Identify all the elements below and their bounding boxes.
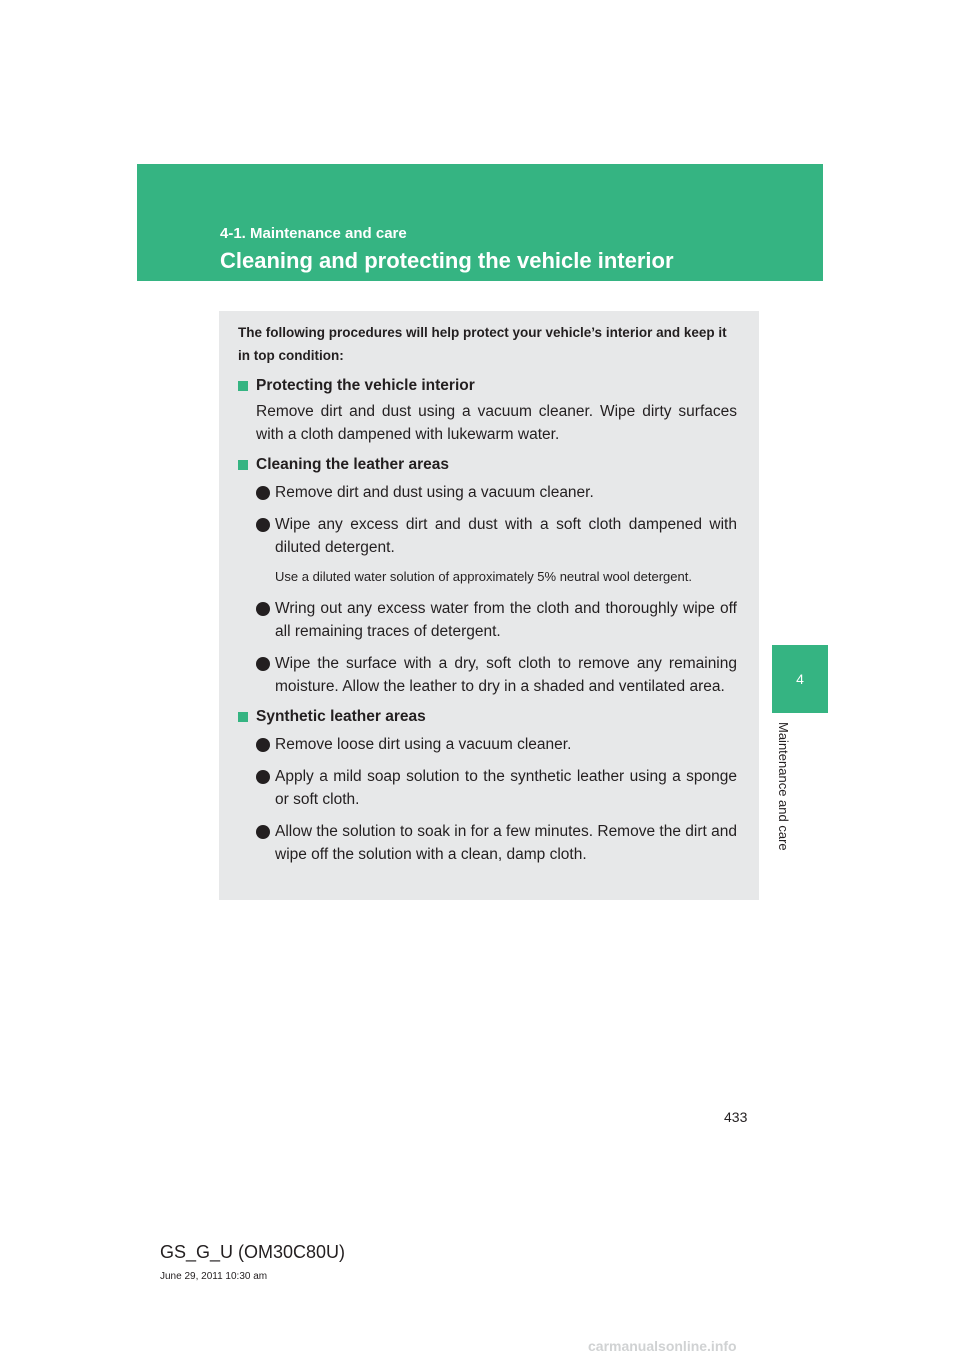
list-item xyxy=(256,513,737,559)
heading-text: Cleaning the leather areas xyxy=(256,456,449,473)
list-item xyxy=(256,820,737,866)
list-item xyxy=(256,597,737,643)
list-item-text: Wipe the surface with a dry, soft cloth to remove any remaining moisture. Allow the leather to dry in a shaded and ventilated area. xyxy=(275,655,737,695)
list-item-text: Allow the solution to soak in for a few minutes. Remove the dirt and wipe off the solution with a clean, damp cloth. xyxy=(275,823,737,863)
bullet-dot-icon xyxy=(256,486,270,500)
bullet-dot-icon xyxy=(256,825,270,839)
chapter-label: Maintenance and care xyxy=(776,722,791,851)
list-item-text: Remove dirt and dust using a vacuum cleaner. xyxy=(275,484,594,501)
section-synthetic xyxy=(238,704,737,866)
chapter-tab[interactable] xyxy=(772,645,828,713)
heading-text: Synthetic leather areas xyxy=(256,708,426,725)
page-number: 433 xyxy=(724,1109,748,1125)
document-code: GS_G_U (OM30C80U) xyxy=(160,1242,346,1262)
list-item-text: Apply a mild soap solution to the synthetic leather using a sponge or soft cloth. xyxy=(275,768,737,808)
section-leather xyxy=(238,452,737,698)
section-paragraph: Remove dirt and dust using a vacuum cleaner. Wipe dirty surfaces with a cloth dampened with lukewarm water. xyxy=(256,403,737,443)
list-item-text: Wipe any excess dirt and dust with a soft cloth dampened with diluted detergent. xyxy=(275,516,737,556)
list-item xyxy=(256,733,737,756)
section-heading xyxy=(238,373,737,398)
bullet-dot-icon xyxy=(256,602,270,616)
section-heading xyxy=(238,452,737,477)
note-text: Use a diluted water solution of approximately 5% neutral wool detergent. xyxy=(275,569,692,584)
bullet-dot-icon xyxy=(256,657,270,671)
heading-text: Protecting the vehicle interior xyxy=(256,377,475,394)
list-item xyxy=(256,481,737,504)
list-item xyxy=(256,765,737,811)
bullet-dot-icon xyxy=(256,738,270,752)
page-title: Cleaning and protecting the vehicle interior xyxy=(220,248,674,273)
square-bullet-icon xyxy=(238,460,248,470)
chapter-number: 4 xyxy=(796,671,804,687)
bullet-dot-icon xyxy=(256,770,270,784)
intro-text: The following procedures will help protect your vehicle’s interior and keep it in top condition: xyxy=(238,325,727,363)
square-bullet-icon xyxy=(238,712,248,722)
document-date: June 29, 2011 10:30 am xyxy=(160,1271,268,1282)
list-item-text: Wring out any excess water from the cloth and thoroughly wipe off all remaining traces of detergent. xyxy=(275,600,737,640)
content-box xyxy=(219,311,759,900)
section-heading xyxy=(238,704,737,729)
section-label: 4-1. Maintenance and care xyxy=(220,225,407,242)
watermark: carmanualsonline.info xyxy=(588,1338,737,1354)
list-item-text: Remove loose dirt using a vacuum cleaner. xyxy=(275,736,572,753)
square-bullet-icon xyxy=(238,381,248,391)
bullet-dot-icon xyxy=(256,518,270,532)
list-item xyxy=(256,652,737,698)
section-protecting xyxy=(238,373,737,446)
